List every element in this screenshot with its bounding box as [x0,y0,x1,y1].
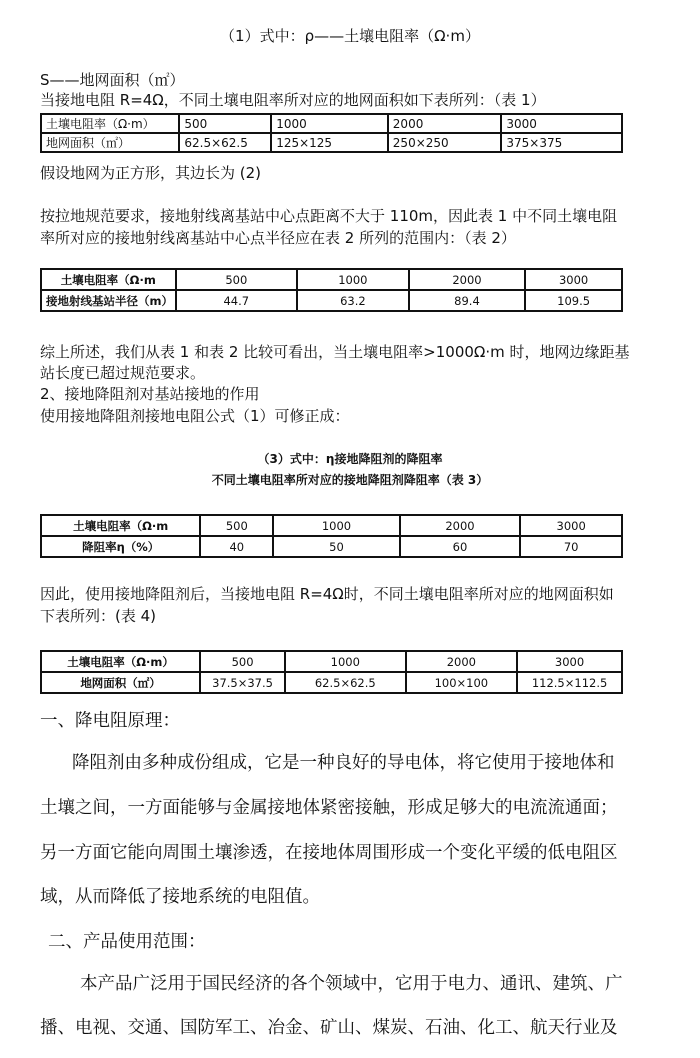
table-cell: 地网面积（㎡） [41,672,200,693]
therefore-line-2: 下表所列：(表 4) [40,607,157,625]
table-cell: 500 [176,269,298,290]
square-assumption: 假设地网为正方形，其边长为 (2) [40,164,262,182]
table-cell: 3000 [517,651,622,672]
table-row [41,536,622,557]
table-1 [40,113,623,153]
table-cell: 125×125 [271,133,388,152]
table-cell: 3000 [520,515,622,536]
heading-scope: 二、产品使用范围： [48,932,206,952]
table-cell: 500 [200,515,273,536]
table-row [41,651,622,672]
heading-principle: 一、降电阻原理： [40,711,180,731]
summary-line-2: 站长度已超过规范要求。 [40,364,206,382]
area-definition: S——地网面积（㎡） [40,71,185,89]
table-cell: 降阻率η（%） [41,536,200,557]
scope-line-2: 播、电视、交通、国防军工、冶金、矿山、煤炭、石油、化工、航天行业及 [40,1018,618,1038]
table-cell: 土壤电阻率（Ω·m [41,515,200,536]
formula1-note: （1）式中：ρ——土壤电阻率（Ω·m） [220,27,480,45]
table-cell: 土壤电阻率（Ω·m [41,269,176,290]
section-2-description: 使用接地降阻剂接地电阻公式（1）可修正成： [40,407,350,425]
table-cell: 62.5×62.5 [285,672,406,693]
table3-caption: 不同土壤电阻率所对应的接地降阻剂降阻率（表 3） [211,473,489,487]
table-row [41,672,622,693]
table-cell: 2000 [388,114,502,133]
therefore-line-1: 因此，使用接地降阻剂后，当接地电阻 R=4Ω时，不同土壤电阻率所对应的地网面积如 [40,585,614,603]
table-row [41,269,622,290]
table-cell: 1000 [273,515,400,536]
table-cell: 500 [179,114,271,133]
table-cell: 70 [520,536,622,557]
principle-line-1: 降阻剂由多种成份组成，它是一种良好的导电体，将它使用于接地体和 [72,753,615,773]
table-cell: 62.5×62.5 [179,133,271,152]
table-cell: 37.5×37.5 [200,672,285,693]
principle-line-4: 域，从而降低了接地系统的电阻值。 [40,887,320,907]
table-cell: 1000 [271,114,388,133]
table-cell: 109.5 [525,290,622,311]
paragraph-1-line-2: 率所对应的接地射线离基站中心点半径应在表 2 所列的范围内：（表 2） [40,229,516,247]
table1-intro: 当接地电阻 R=4Ω，不同土壤电阻率所对应的地网面积如下表所列：（表 1） [40,91,546,109]
formula3-note: （3）式中：η接地降阻剂的降阻率 [257,452,443,466]
table-cell: 375×375 [501,133,622,152]
section-2-title: 2、接地降阻剂对基站接地的作用 [40,385,260,403]
table-cell: 土壤电阻率（Ω·m） [41,114,179,133]
table-cell: 60 [400,536,521,557]
table-cell: 89.4 [409,290,526,311]
table-cell: 63.2 [297,290,409,311]
table-2 [40,268,623,312]
table-cell: 112.5×112.5 [517,672,622,693]
table-4 [40,650,623,694]
table-cell: 2000 [409,269,526,290]
principle-line-3: 另一方面它能向周围土壤渗透，在接地体周围形成一个变化平缓的低电阻区 [40,843,618,863]
table-cell: 地网面积（㎡） [41,133,179,152]
table-cell: 44.7 [176,290,298,311]
table-row [41,515,622,536]
table-cell: 250×250 [388,133,502,152]
table-cell: 2000 [400,515,521,536]
table-cell: 1000 [297,269,409,290]
table-cell: 500 [200,651,285,672]
principle-line-2: 土壤之间，一方面能够与金属接地体紧密接触，形成足够大的电流流通面； [40,798,618,818]
scope-line-1: 本产品广泛用于国民经济的各个领域中，它用于电力、通讯、建筑、广 [80,974,623,994]
table-cell: 3000 [525,269,622,290]
table-3 [40,514,623,558]
table-row [41,133,622,152]
table-cell: 100×100 [406,672,518,693]
table-cell: 40 [200,536,273,557]
table-cell: 3000 [501,114,622,133]
table-row [41,290,622,311]
paragraph-1-line-1: 按拉地规范要求，接地射线离基站中心点距离不大于 110m，因此表 1 中不同土壤电阻 [40,207,618,225]
table-cell: 接地射线基站半径（m） [41,290,176,311]
table-cell: 2000 [406,651,518,672]
summary-line-1: 综上所述，我们从表 1 和表 2 比较可看出，当土壤电阻率>1000Ω·m 时，地网边缘距基 [40,343,630,361]
table-cell: 土壤电阻率（Ω·m） [41,651,200,672]
table-row [41,114,622,133]
table-cell: 1000 [285,651,406,672]
table-cell: 50 [273,536,400,557]
